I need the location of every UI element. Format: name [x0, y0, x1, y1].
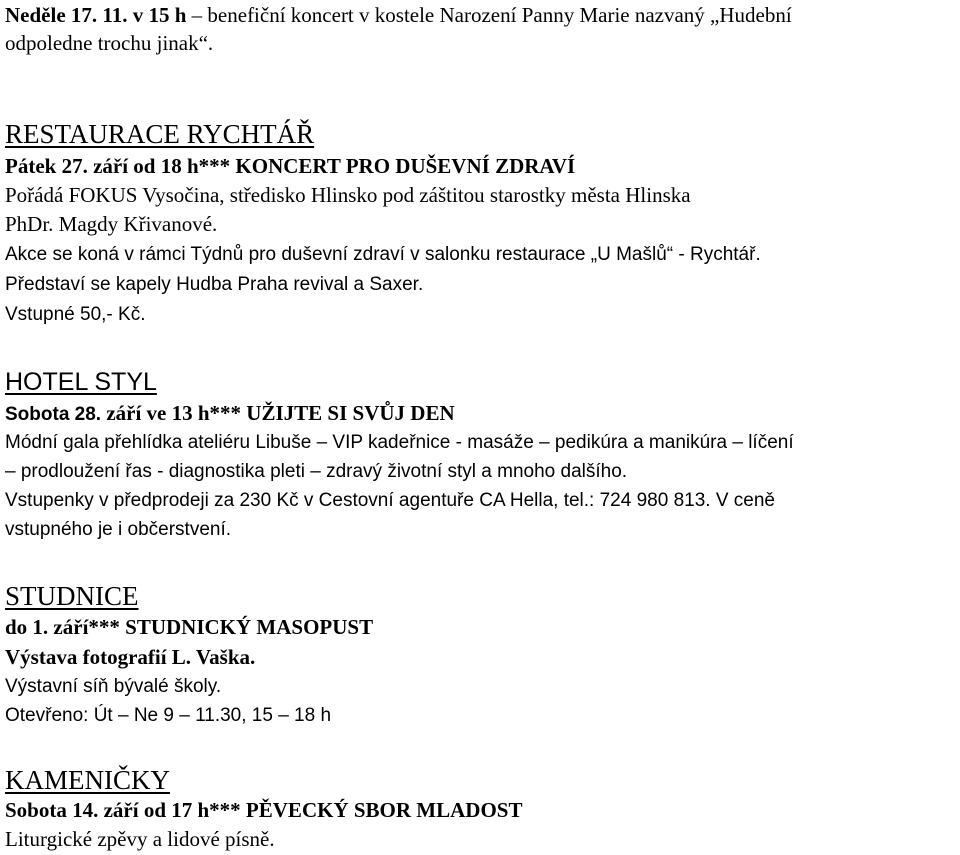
studnice-title: do 1. září*** STUDNICKÝ MASOPUST	[5, 615, 374, 639]
rychtar-title: Pátek 27. září od 18 h*** KONCERT PRO DUŠEVNÍ ZDRAVÍ	[5, 154, 576, 178]
kamenicky-title: Sobota 14. září od 17 h*** PĚVECKÝ SBOR MLADOST	[5, 798, 523, 822]
styl-title-text: září ve 13 h*** UŽIJTE SI SVŮJ DEN	[101, 401, 455, 425]
kamenicky-heading: KAMENIČKY	[5, 765, 170, 795]
intro-text: – benefiční koncert v kostele Narození Panny Marie nazvaný „Hudební	[186, 3, 792, 27]
styl-line-3: Vstupenky v předprodeji za 230 Kč v Cestovní agentuře CA Hella, tel.: 724 980 813. V ceně	[5, 490, 775, 511]
rychtar-line-1: Pořádá FOKUS Vysočina, středisko Hlinsko pod záštitou starostky města Hlinska	[5, 183, 691, 207]
kamenicky-line-1: Liturgické zpěvy a lidové písně.	[5, 827, 275, 851]
studnice-line-1: Výstavní síň bývalé školy.	[5, 676, 222, 697]
styl-title-date: Sobota 28.	[5, 404, 102, 425]
styl-line-4: vstupného je i občerstvení.	[5, 519, 232, 540]
rychtar-line-3: Akce se koná v rámci Týdnů pro duševní zdraví v salonku restaurace „U Mašlů“ - Rychtář.	[5, 244, 761, 265]
intro-date: Neděle 17. 11. v 15 h	[5, 3, 187, 27]
studnice-line-2: Otevřeno: Út – Ne 9 – 11.30, 15 – 18 h	[5, 705, 332, 726]
styl-heading: HOTEL STYL	[5, 368, 157, 396]
intro-line-2: odpoledne trochu jinak“.	[5, 31, 214, 55]
rychtar-line-5: Vstupné 50,- Kč.	[5, 304, 146, 325]
intro-line-1	[5, 2, 792, 28]
studnice-subtitle: Výstava fotografií L. Vaška.	[5, 645, 256, 669]
styl-title	[5, 400, 455, 428]
rychtar-line-2: PhDr. Magdy Křivanové.	[5, 212, 218, 236]
styl-line-1: Módní gala přehlídka ateliéru Libuše – VIP kadeřnice - masáže – pedikúra a manikúra – líčení	[5, 432, 794, 453]
rychtar-heading: RESTAURACE RYCHTÁŘ	[5, 119, 315, 149]
rychtar-line-4: Představí se kapely Hudba Praha revival a Saxer.	[5, 274, 424, 295]
styl-line-2: – prodloužení řas - diagnostika pleti – zdravý životní styl a mnoho dalšího.	[5, 461, 628, 482]
studnice-heading: STUDNICE	[5, 581, 139, 611]
